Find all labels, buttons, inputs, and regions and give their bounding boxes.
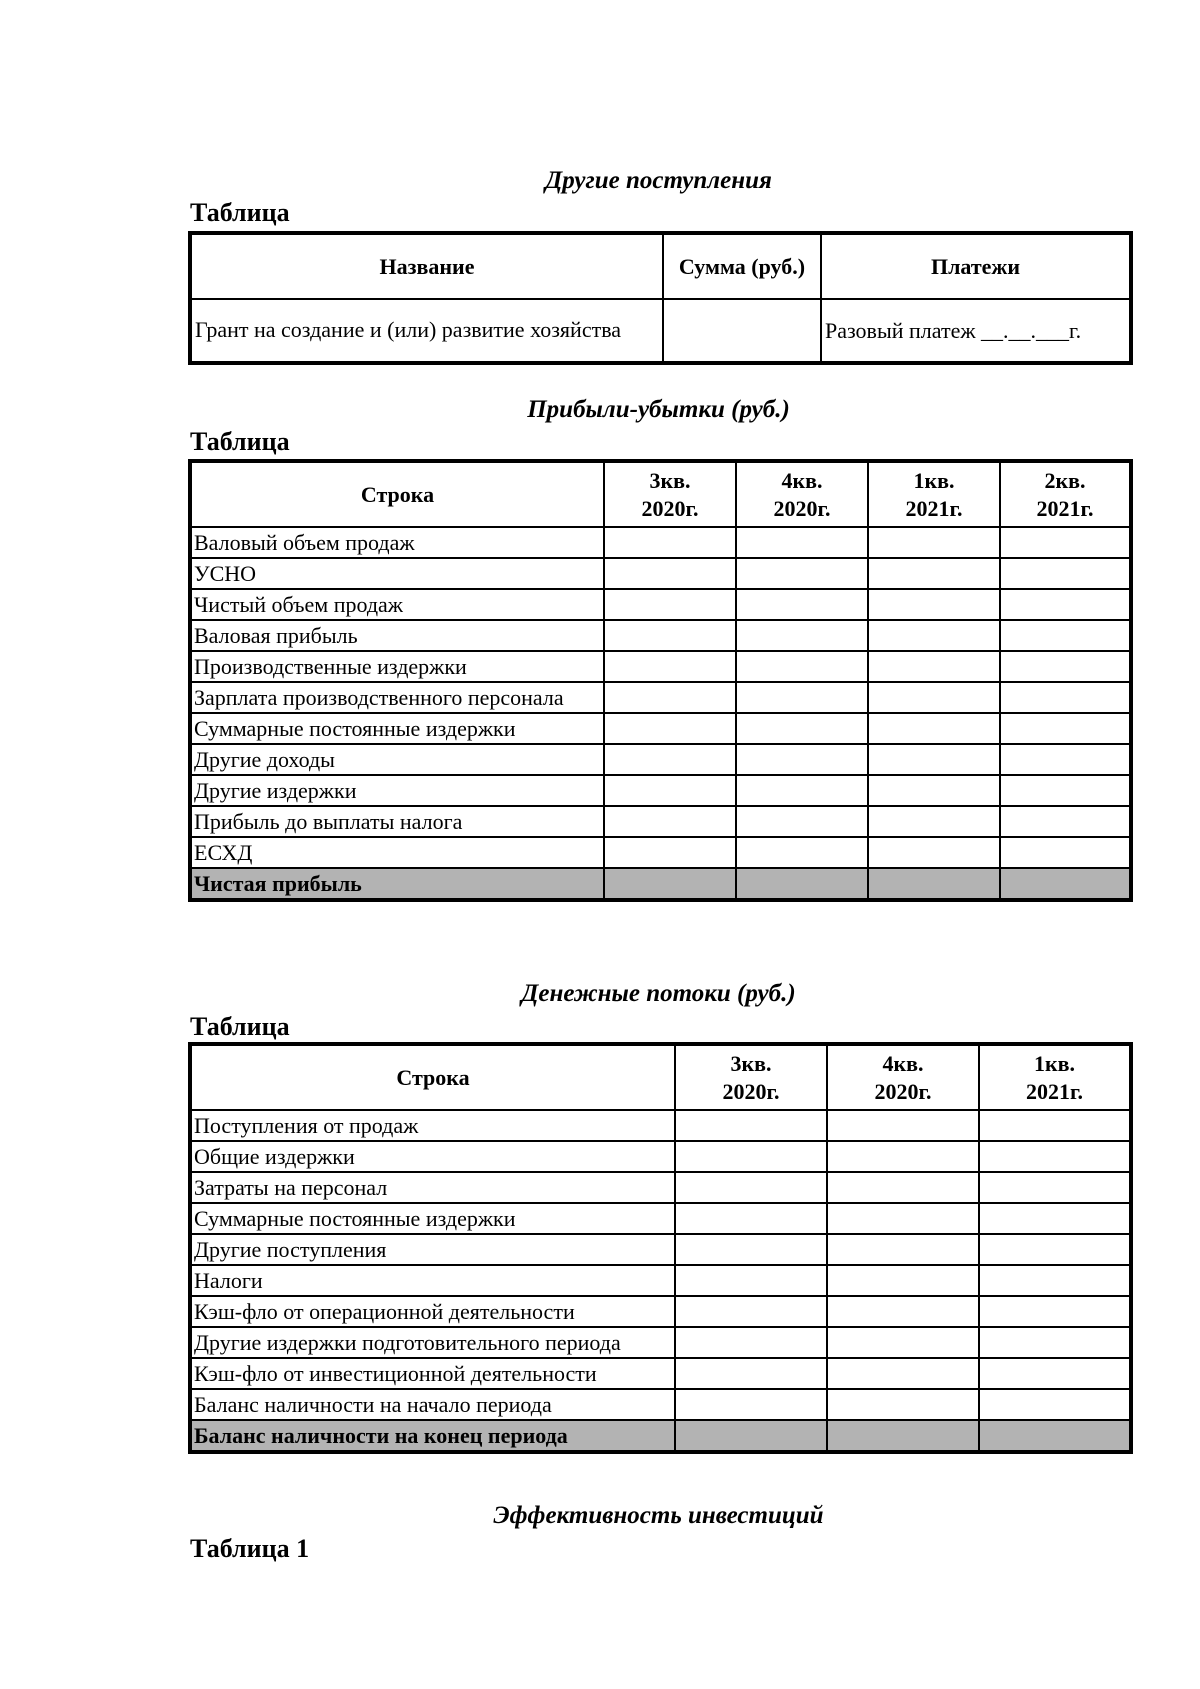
value-cell	[827, 1389, 979, 1420]
value-cell	[979, 1110, 1131, 1141]
table-row	[190, 1234, 1131, 1265]
row-label: Валовая прибыль	[190, 620, 604, 651]
period-quarter: 1кв.	[913, 468, 955, 493]
value-cell	[736, 744, 868, 775]
value-cell	[979, 1358, 1131, 1389]
header-period	[675, 1044, 827, 1110]
row-label: Кэш-фло от операционной деятельности	[190, 1296, 675, 1327]
value-cell	[1000, 682, 1131, 713]
row-label: Налоги	[190, 1265, 675, 1296]
other-income-table-label: Таблица	[190, 198, 290, 227]
cash-flow-table	[188, 1042, 1133, 1454]
other-income-table	[188, 231, 1133, 365]
value-cell	[979, 1265, 1131, 1296]
period-quarter: 2кв.	[1044, 468, 1086, 493]
value-cell	[979, 1389, 1131, 1420]
value-cell	[979, 1172, 1131, 1203]
grant-name-cell: Грант на создание и (или) развитие хозяйства	[190, 299, 663, 363]
period-year: 2020г.	[641, 495, 699, 521]
value-cell	[675, 1358, 827, 1389]
header-name: Название	[190, 233, 663, 299]
table-row	[190, 682, 1131, 713]
total-row	[190, 1420, 1131, 1452]
value-cell	[675, 1141, 827, 1172]
table-row	[190, 1265, 1131, 1296]
value-cell	[827, 1265, 979, 1296]
table-row	[190, 837, 1131, 868]
row-label: Прибыль до выплаты налога	[190, 806, 604, 837]
value-cell	[675, 1265, 827, 1296]
value-cell	[604, 620, 736, 651]
value-cell	[979, 1296, 1131, 1327]
period-quarter: 4кв.	[781, 468, 823, 493]
table-row	[190, 620, 1131, 651]
table-row	[190, 1296, 1131, 1327]
value-cell	[868, 837, 1000, 868]
row-label: Производственные издержки	[190, 651, 604, 682]
value-cell	[827, 1358, 979, 1389]
period-year: 2021г.	[1025, 1078, 1083, 1104]
profit-loss-table-label: Таблица	[190, 427, 290, 456]
row-label: Суммарные постоянные издержки	[190, 713, 604, 744]
value-cell	[868, 620, 1000, 651]
value-cell	[868, 651, 1000, 682]
table-row	[190, 806, 1131, 837]
period-year: 2020г.	[874, 1078, 932, 1104]
table-row	[190, 775, 1131, 806]
period-quarter: 3кв.	[730, 1051, 772, 1076]
header-period	[1000, 461, 1131, 527]
value-cell	[868, 713, 1000, 744]
value-cell	[736, 837, 868, 868]
value-cell	[604, 713, 736, 744]
value-cell	[736, 868, 868, 900]
cash-flow-table-label: Таблица	[190, 1012, 290, 1041]
row-label: Баланс наличности на начало периода	[190, 1389, 675, 1420]
value-cell	[827, 1296, 979, 1327]
profit-loss-title: Прибыли-убытки (руб.)	[527, 396, 790, 423]
grant-payments-cell: Разовый платеж __.__.___г.	[821, 299, 1131, 363]
row-label: Другие поступления	[190, 1234, 675, 1265]
value-cell	[979, 1420, 1131, 1452]
value-cell	[675, 1203, 827, 1234]
other-income-title: Другие поступления	[545, 167, 772, 194]
value-cell	[868, 558, 1000, 589]
value-cell	[979, 1141, 1131, 1172]
table-row	[190, 651, 1131, 682]
value-cell	[736, 713, 868, 744]
value-cell	[1000, 620, 1131, 651]
table-row	[190, 1141, 1131, 1172]
value-cell	[1000, 589, 1131, 620]
period-year: 2020г.	[722, 1078, 780, 1104]
value-cell	[868, 775, 1000, 806]
value-cell	[979, 1234, 1131, 1265]
row-label: УСНО	[190, 558, 604, 589]
value-cell	[979, 1327, 1131, 1358]
value-cell	[868, 682, 1000, 713]
table-row	[190, 1203, 1131, 1234]
value-cell	[1000, 713, 1131, 744]
value-cell	[604, 651, 736, 682]
value-cell	[1000, 806, 1131, 837]
header-amount: Сумма (руб.)	[663, 233, 821, 299]
value-cell	[736, 775, 868, 806]
header-period	[979, 1044, 1131, 1110]
row-label: Другие доходы	[190, 744, 604, 775]
row-label: Другие издержки	[190, 775, 604, 806]
grant-amount-cell	[663, 299, 821, 363]
value-cell	[979, 1203, 1131, 1234]
value-cell	[827, 1327, 979, 1358]
value-cell	[675, 1420, 827, 1452]
value-cell	[675, 1296, 827, 1327]
value-cell	[736, 682, 868, 713]
value-cell	[604, 682, 736, 713]
header-row-label: Строка	[190, 1044, 675, 1110]
value-cell	[1000, 651, 1131, 682]
total-row-label: Баланс наличности на конец периода	[190, 1420, 675, 1452]
value-cell	[604, 837, 736, 868]
row-label: ЕСХД	[190, 837, 604, 868]
value-cell	[675, 1234, 827, 1265]
value-cell	[827, 1203, 979, 1234]
value-cell	[736, 589, 868, 620]
row-label: Валовый объем продаж	[190, 527, 604, 558]
value-cell	[868, 744, 1000, 775]
value-cell	[604, 868, 736, 900]
period-quarter: 4кв.	[882, 1051, 924, 1076]
value-cell	[1000, 527, 1131, 558]
value-cell	[675, 1327, 827, 1358]
value-cell	[604, 806, 736, 837]
period-year: 2021г.	[905, 495, 963, 521]
table-row	[190, 1389, 1131, 1420]
period-year: 2020г.	[773, 495, 831, 521]
value-cell	[827, 1234, 979, 1265]
value-cell	[736, 527, 868, 558]
table-row	[190, 1358, 1131, 1389]
value-cell	[868, 589, 1000, 620]
value-cell	[604, 589, 736, 620]
value-cell	[827, 1110, 979, 1141]
value-cell	[604, 775, 736, 806]
period-quarter: 1кв.	[1033, 1051, 1076, 1076]
value-cell	[604, 527, 736, 558]
value-cell	[736, 806, 868, 837]
value-cell	[736, 620, 868, 651]
value-cell	[604, 558, 736, 589]
value-cell	[604, 744, 736, 775]
header-row-label: Строка	[190, 461, 604, 527]
cash-flow-title: Денежные потоки (руб.)	[521, 980, 796, 1007]
row-label: Общие издержки	[190, 1141, 675, 1172]
profit-loss-table	[188, 459, 1133, 902]
value-cell	[736, 558, 868, 589]
value-cell	[868, 806, 1000, 837]
table-row	[190, 1327, 1131, 1358]
table-row	[190, 527, 1131, 558]
value-cell	[1000, 744, 1131, 775]
value-cell	[736, 651, 868, 682]
header-period	[827, 1044, 979, 1110]
row-label: Зарплата производственного персонала	[190, 682, 604, 713]
row-label: Другие издержки подготовительного периода	[190, 1327, 675, 1358]
table-row	[190, 589, 1131, 620]
investment-efficiency-title: Эффективность инвестиций	[493, 1502, 824, 1529]
table-row	[190, 558, 1131, 589]
value-cell	[1000, 837, 1131, 868]
table-row	[190, 1172, 1131, 1203]
header-period	[868, 461, 1000, 527]
value-cell	[868, 868, 1000, 900]
row-label: Кэш-фло от инвестиционной деятельности	[190, 1358, 675, 1389]
row-label: Затраты на персонал	[190, 1172, 675, 1203]
value-cell	[1000, 775, 1131, 806]
header-period	[604, 461, 736, 527]
header-payments: Платежи	[821, 233, 1131, 299]
row-label: Поступления от продаж	[190, 1110, 675, 1141]
total-row	[190, 868, 1131, 900]
value-cell	[675, 1172, 827, 1203]
table-row	[190, 713, 1131, 744]
period-year: 2021г.	[1036, 495, 1094, 521]
table-row	[190, 1110, 1131, 1141]
value-cell	[1000, 558, 1131, 589]
total-row-label: Чистая прибыль	[190, 868, 604, 900]
table-row	[190, 744, 1131, 775]
row-label: Чистый объем продаж	[190, 589, 604, 620]
value-cell	[1000, 868, 1131, 900]
period-quarter: 3кв.	[649, 468, 691, 493]
value-cell	[827, 1141, 979, 1172]
value-cell	[827, 1420, 979, 1452]
value-cell	[675, 1110, 827, 1141]
value-cell	[827, 1172, 979, 1203]
investment-efficiency-table-label: Таблица 1	[190, 1534, 310, 1563]
row-label: Суммарные постоянные издержки	[190, 1203, 675, 1234]
value-cell	[868, 527, 1000, 558]
header-period	[736, 461, 868, 527]
value-cell	[675, 1389, 827, 1420]
table-row	[190, 299, 1131, 363]
